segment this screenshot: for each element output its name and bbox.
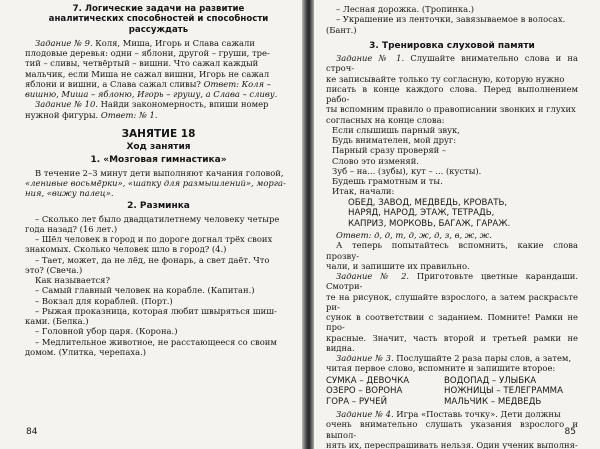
- warmup-line: – Медлительное животное, не расстающееся со своим: [35, 336, 277, 347]
- warmup-line: – Сколько лет было двадцатилетнему человеку четыре: [35, 213, 280, 224]
- warmup-list: [25, 214, 292, 358]
- task4-block: Задание № 4. Игра «Поставь точку». Дети должны очень внимательно слушать указания взрослого и выпол- нять их, переспрашивать нельзя. Один ученик выполня-: [326, 409, 578, 449]
- word-pair-row: ГОРА – РУЧЕЙ МАЛЬЧИК – МЕДВЕДЬ: [326, 396, 542, 407]
- task3-block: Задание № 3. Послушайте 2 раза пары слов, а затем, читая первое слово, вспомните и запишите второе:: [326, 353, 572, 374]
- section2-title: 2. Разминка: [127, 201, 190, 212]
- warmup-line: – Вокзал для кораблей. (Порт.): [35, 295, 173, 306]
- right-page: – Лесная дорожка. (Тропинка.) – Украшение из ленточки, завязываемое в волосах. (Бант.) 3. Тренировка слуховой памяти Задание № 1. Слушайте внимательно слова и на строч- ке записывайте только ту согласную, которую нужно писать в конце каждого слова. Перед выполнением рабо- ты вспомним правило о правописании звонких и глухих согласных на конце слова: Если слышишь парный звук, Будь внимателен, мой друг: Парный сразу проверяй – Слово это изменяй. Зуб – на... (зубы), кут – ... (кусты). Будешь грамотным и ты. Итак, начали: ОБЕД, ЗАВОД, МЕДВЕДЬ, КРОВАТЬ, НАРЯД, НАРОД, ЭТАЖ, ТЕТРАДЬ, КАПРИЗ, МОРКОВЬ, БАГАЖ, ГАРАЖ. Ответ: д, д, т, д, ж, д, з, в, ж, ж. А теперь попытайтесь вспомнить, какие слова прозву- чали, и запишите их правильно. Задание № 2. Приготовьте цветные карандаши. Смотри- те на рисунок, слушайте взрослого, а затем раскрасьте ри- сунок в соответствии с заданием. Помните! Рамки не про- красные. Значит, часть второй и третьей рамки не видна. Задание № 3. Послушайте 2 раза пары слов, а затем, читая первое слово, вспомните и запишите второе: СУМКА – ДЕВОЧКА ВОДОПАД – УЛЫБКА ОЗЕРО – ВОРОНА НОЖНИЦЫ – ТЕЛЕГРАММА ГОРА – РУЧЕЙ МАЛЬЧИК – МЕДВЕДЬ Задание № 4. Игра «Поставь точку». Дети должны очень внимательно слушать указания взрослого и выпол- нять их, переспрашивать нельзя. Один ученик выполня- 85: [314, 0, 600, 449]
- riddles-continued: – Лесная дорожка. (Тропинка.) – Украшение из ленточки, завязываемое в волосах. (Бант.): [326, 4, 566, 35]
- warmup-line: – Самый главный человек на корабле. (Капитан.): [35, 285, 255, 296]
- warmup-line: – Шёл человек в город и по дороге догнал трёх своих: [35, 234, 273, 244]
- task10-block: Задание № 10. Найди закономерность, впиши номер нужной фигуры. Ответ: № 1.: [25, 99, 269, 120]
- word-pair-row: СУМКА – ДЕВОЧКА ВОДОПАД – УЛЫБКА: [326, 375, 537, 386]
- warmup-line: – Рыжая проказница, которая любит швыряться шиш-: [35, 305, 277, 316]
- rule-poem: Если слышишь парный звук, Будь внимателен, мой друг: Парный сразу проверяй – Слово это изменяй. Зуб – на... (зубы), кут – ... (кусты). Будешь грамотным и ты. Итак, начали:: [332, 124, 482, 197]
- warmup-line: – Головной убор царя. (Корона.): [35, 326, 178, 337]
- task1-answer: Ответ: д, д, т, д, ж, д, з, в, ж, ж.: [336, 230, 492, 240]
- page-number-right: 85: [564, 426, 576, 437]
- section1-title: 1. «Мозговая гимнастика»: [90, 155, 227, 166]
- page-number-left: 84: [26, 426, 38, 437]
- task1-block: Задание № 1. Слушайте внимательно слова и на строч- ке записывайте только ту согласную, которую нужно писать в конце каждого слова. Перед выполнением рабо- ты вспомним правило о правописании звонких и глухих согласных на конце слова:: [326, 53, 578, 125]
- warmup-line: – Тает, может, да не лёд, не фонарь, а свет даёт. Что: [35, 254, 270, 265]
- word-pair-row: ОЗЕРО – ВОРОНА НОЖНИЦЫ – ТЕЛЕГРАММА: [326, 386, 563, 396]
- warmup-line: года назад? (16 лет.): [25, 223, 118, 234]
- section3-title: 3. Тренировка слуховой памяти: [369, 40, 535, 51]
- task2-block: Задание № 2. Приготовьте цветные карандаши. Смотри- те на рисунок, слушайте взрослого, а затем раскрасьте ри- сунок в соответствии с заданием. Помните! Рамки не про- красные. Значит, часть второй и третьей рамки не видна.: [326, 271, 579, 353]
- book-spine: [302, 0, 314, 449]
- warmup-line: Как называется?: [35, 275, 110, 285]
- word-pairs: [326, 376, 578, 408]
- warmup-line: знакомых. Сколько человек шло в город? (4.): [25, 244, 227, 255]
- warmup-line: домом. (Улитка, черепаха.): [25, 346, 147, 357]
- warmup-line: ками. (Белка.): [25, 316, 89, 326]
- section1-text: В течение 2–3 минут дети выполняют качания головой, «ленивые восьмёрки», «шапку для размышлений», морга- ния, «вижу палец».: [25, 167, 286, 198]
- lesson-subtitle: Ход занятия: [126, 142, 191, 152]
- section7-heading: 7. Логические задачи на развитие аналитических способностей и способности рассуждать: [48, 4, 269, 35]
- lesson-title: ЗАНЯТИЕ 18: [121, 127, 196, 140]
- task9-block: Задание № 9. Коля, Миша, Игорь и Слава сажали плодовые деревья: одни – яблони, другой – груши, тре- тий – сливы, четвёртый – вишни. Что сажал каждый мальчик, если Миша не сажал вишни, Игорь не сажал яблони и вишни, а Слава сажал сливы? Ответ: Коля – вишню, Миша – яблоню, Игорь – грушу, а Слава – сливу.: [25, 37, 278, 99]
- warmup-line: это? (Свеча.): [25, 264, 83, 275]
- dictation-words: ОБЕД, ЗАВОД, МЕДВЕДЬ, КРОВАТЬ, НАРЯД, НАРОД, ЭТАЖ, ТЕТРАДЬ, КАПРИЗ, МОРКОВЬ, БАГАЖ, ГАРАЖ.: [348, 197, 511, 229]
